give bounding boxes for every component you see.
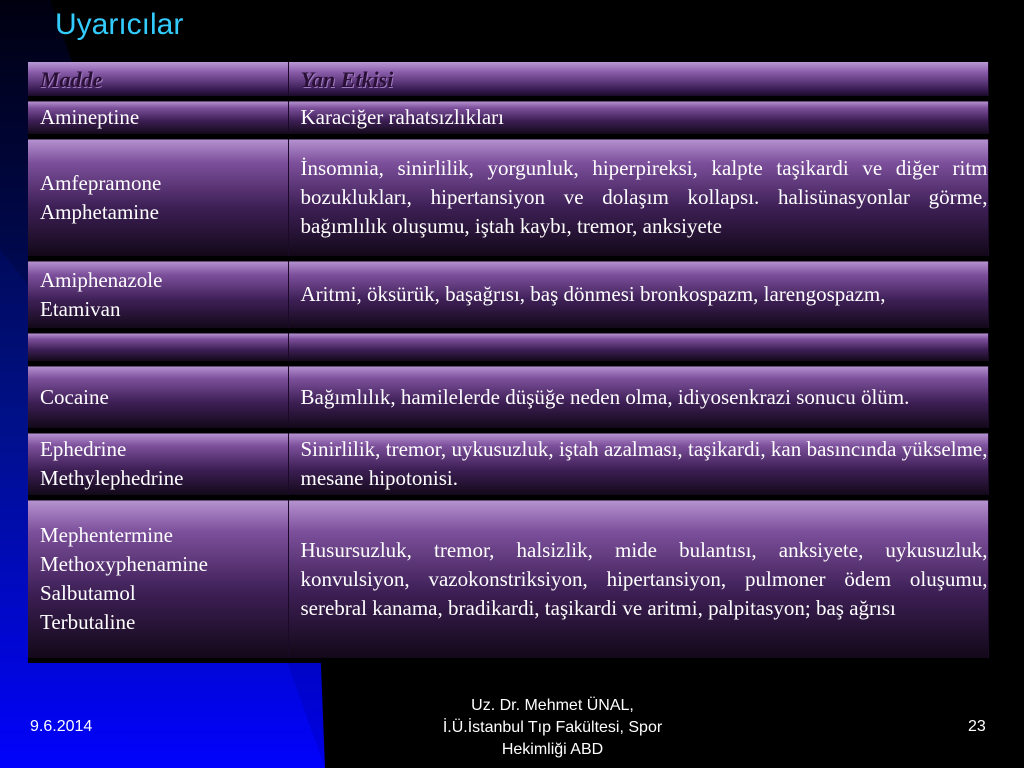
substance-cell: Amfepramone Amphetamine [28, 137, 288, 259]
side-effect-cell: Bağımlılık, hamilelerde düşüğe neden olma, idiyosenkrazi sonucu ölüm. [288, 364, 988, 431]
table-row [28, 498, 988, 661]
footer-author-line: İ.Ü.İstanbul Tıp Fakültesi, Spor [442, 719, 663, 736]
table-row [28, 259, 988, 331]
side-effect-cell: İnsomnia, sinirlilik, yorgunluk, hiperpireksi, kalpte taşikardi ve diğer ritm bozuklukları, hipertansiyon ve dolaşım kollapsı. halisünasyonlar görme, bağımlılık oluşumu, iştah kaybı, tremor, anksiyete [288, 137, 988, 259]
substance-cell: Cocaine [28, 364, 288, 431]
side-effect-cell [288, 331, 988, 364]
table-row [28, 364, 988, 431]
substance-cell: Amineptine [28, 99, 288, 137]
footer-date: 9.6.2014 [30, 718, 93, 735]
side-effect-cell: Sinirlilik, tremor, uykusuzluk, iştah azalması, taşikardi, kan basıncında yükselme, mesane hipotonisi. [288, 431, 988, 498]
substance-cell: Amiphenazole Etamivan [28, 259, 288, 331]
header-side-effect: Yan Etkisi [288, 62, 988, 99]
side-effect-cell: Karaciğer rahatsızlıkları [288, 99, 988, 137]
table-row [28, 137, 988, 259]
side-effect-cell: Aritmi, öksürük, başağrısı, baş dönmesi bronkospazm, larengospazm, [288, 259, 988, 331]
footer-author-line: Uz. Dr. Mehmet ÜNAL, [471, 697, 634, 714]
substance-cell [28, 331, 288, 364]
side-effects-table [28, 62, 989, 663]
table-row [28, 99, 988, 137]
side-effect-cell: Husursuzluk, tremor, halsizlik, mide bulantısı, anksiyete, uykusuzluk, konvulsiyon, vazokonstriksiyon, hipertansiyon, pulmoner ödem oluşumu, serebral kanama, bradikardi, taşikardi ve aritmi, palpitasyon; baş ağrısı [288, 498, 988, 661]
slide-title: Uyarıcılar [55, 8, 184, 41]
table-row [28, 431, 988, 498]
page-number: 23 [968, 718, 986, 735]
substance-cell: Mephentermine Methoxyphenamine Salbutamol Terbutaline [28, 498, 288, 661]
table-header-row [28, 62, 988, 99]
footer-author [395, 695, 710, 761]
substance-cell: Ephedrine Methylephedrine [28, 431, 288, 498]
table-row [28, 331, 988, 364]
header-substance: Madde [28, 62, 288, 99]
footer-author-line: Hekimliği ABD [501, 741, 604, 758]
